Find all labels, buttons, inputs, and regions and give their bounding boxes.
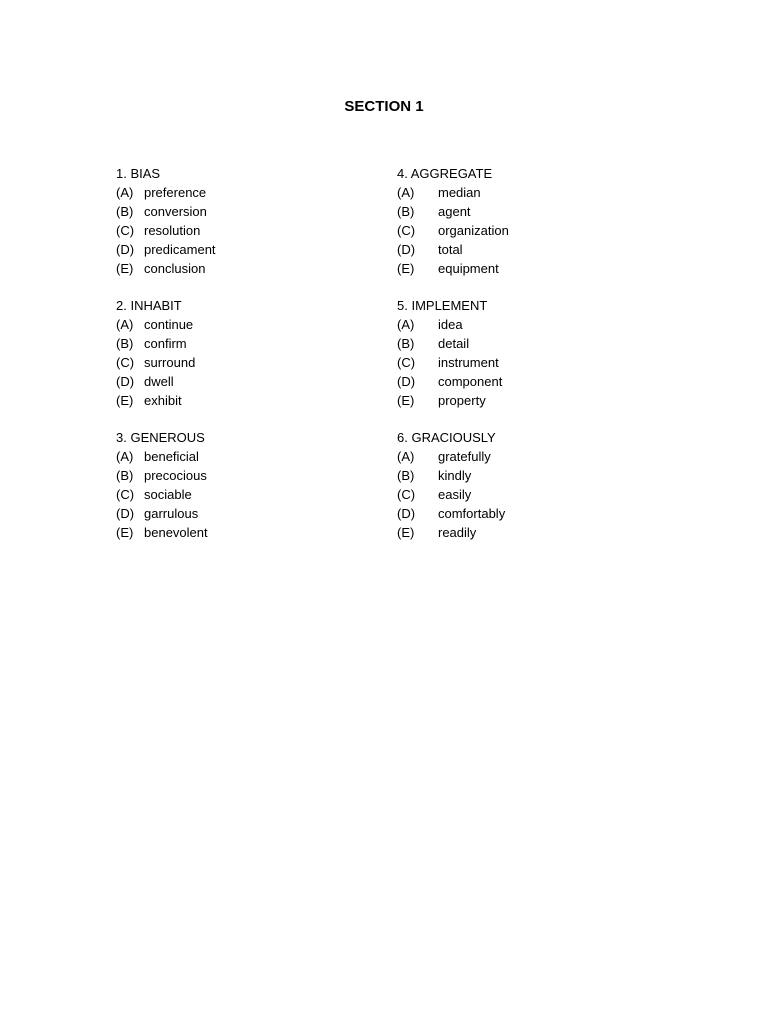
option-e <box>397 259 657 278</box>
option-letter: (C) <box>116 223 135 238</box>
option-d <box>116 372 376 391</box>
question-6 <box>397 428 657 542</box>
question-4 <box>397 164 657 278</box>
option-letter: (A) <box>116 317 134 332</box>
option-text: beneficial <box>144 449 199 464</box>
option-c <box>116 221 376 240</box>
option-letter: (D) <box>397 242 416 257</box>
option-letter: (B) <box>116 468 134 483</box>
option-a <box>397 183 657 202</box>
option-letter: (A) <box>397 449 415 464</box>
option-c <box>397 353 657 372</box>
option-d <box>397 240 657 259</box>
option-letter: (E) <box>116 525 134 540</box>
option-letter: (D) <box>116 242 135 257</box>
option-e <box>116 391 376 410</box>
question-3 <box>116 428 376 542</box>
option-text: continue <box>144 317 194 332</box>
option-a <box>116 447 376 466</box>
option-e <box>397 523 657 542</box>
option-text: property <box>438 393 486 408</box>
option-letter: (A) <box>397 317 415 332</box>
option-text: surround <box>144 355 196 370</box>
option-letter: (E) <box>116 393 134 408</box>
option-text: agent <box>438 204 471 219</box>
option-c <box>397 221 657 240</box>
option-letter: (D) <box>116 506 135 521</box>
option-text: preference <box>144 185 207 200</box>
option-b <box>397 466 657 485</box>
option-letter: (B) <box>397 468 415 483</box>
option-text: sociable <box>144 487 192 502</box>
option-letter: (C) <box>116 355 135 370</box>
option-letter: (B) <box>116 204 134 219</box>
option-e <box>397 391 657 410</box>
question-2 <box>116 296 376 410</box>
option-letter: (E) <box>397 261 415 276</box>
option-text: predicament <box>144 242 216 257</box>
option-text: instrument <box>438 355 499 370</box>
option-text: confirm <box>144 336 187 351</box>
option-b <box>397 334 657 353</box>
option-letter: (A) <box>116 449 134 464</box>
option-text: total <box>438 242 463 257</box>
question-title: 4. AGGREGATE <box>397 166 493 181</box>
option-text: conversion <box>144 204 207 219</box>
option-a <box>397 315 657 334</box>
option-text: comfortably <box>438 506 506 521</box>
question-title: 6. GRACIOUSLY <box>397 430 496 445</box>
option-letter: (E) <box>397 393 415 408</box>
option-text: detail <box>438 336 470 351</box>
option-letter: (D) <box>397 506 416 521</box>
option-text: gratefully <box>438 449 491 464</box>
option-text: idea <box>438 317 463 332</box>
option-d <box>116 240 376 259</box>
option-letter: (C) <box>397 223 416 238</box>
option-text: resolution <box>144 223 201 238</box>
option-b <box>116 334 376 353</box>
option-text: dwell <box>144 374 174 389</box>
option-letter: (A) <box>397 185 415 200</box>
option-text: benevolent <box>144 525 208 540</box>
question-title: 2. INHABIT <box>116 298 182 313</box>
option-text: conclusion <box>144 261 206 276</box>
option-b <box>116 202 376 221</box>
option-text: median <box>438 185 481 200</box>
option-a <box>116 315 376 334</box>
option-d <box>116 504 376 523</box>
option-c <box>116 353 376 372</box>
option-e <box>116 523 376 542</box>
option-letter: (C) <box>397 355 416 370</box>
option-c <box>116 485 376 504</box>
option-text: garrulous <box>144 506 199 521</box>
option-letter: (A) <box>116 185 134 200</box>
option-letter: (B) <box>116 336 134 351</box>
right-column <box>397 164 657 560</box>
question-title: 5. IMPLEMENT <box>397 298 488 313</box>
option-text: easily <box>438 487 472 502</box>
option-d <box>397 504 657 523</box>
option-text: equipment <box>438 261 499 276</box>
option-text: precocious <box>144 468 207 483</box>
option-b <box>397 202 657 221</box>
option-letter: (C) <box>116 487 135 502</box>
option-text: exhibit <box>144 393 182 408</box>
option-text: kindly <box>438 468 472 483</box>
option-a <box>116 183 376 202</box>
question-1 <box>116 164 376 278</box>
left-column <box>116 164 376 560</box>
question-title: 3. GENEROUS <box>116 430 205 445</box>
option-letter: (C) <box>397 487 416 502</box>
option-a <box>397 447 657 466</box>
option-d <box>397 372 657 391</box>
question-5 <box>397 296 657 410</box>
option-e <box>116 259 376 278</box>
section-title: SECTION 1 <box>344 98 424 115</box>
option-letter: (D) <box>397 374 416 389</box>
option-letter: (B) <box>397 336 415 351</box>
option-text: readily <box>438 525 477 540</box>
question-title: 1. BIAS <box>116 166 161 181</box>
option-letter: (B) <box>397 204 415 219</box>
option-c <box>397 485 657 504</box>
option-letter: (E) <box>397 525 415 540</box>
option-text: organization <box>438 223 509 238</box>
option-text: component <box>438 374 503 389</box>
option-b <box>116 466 376 485</box>
option-letter: (D) <box>116 374 135 389</box>
option-letter: (E) <box>116 261 134 276</box>
